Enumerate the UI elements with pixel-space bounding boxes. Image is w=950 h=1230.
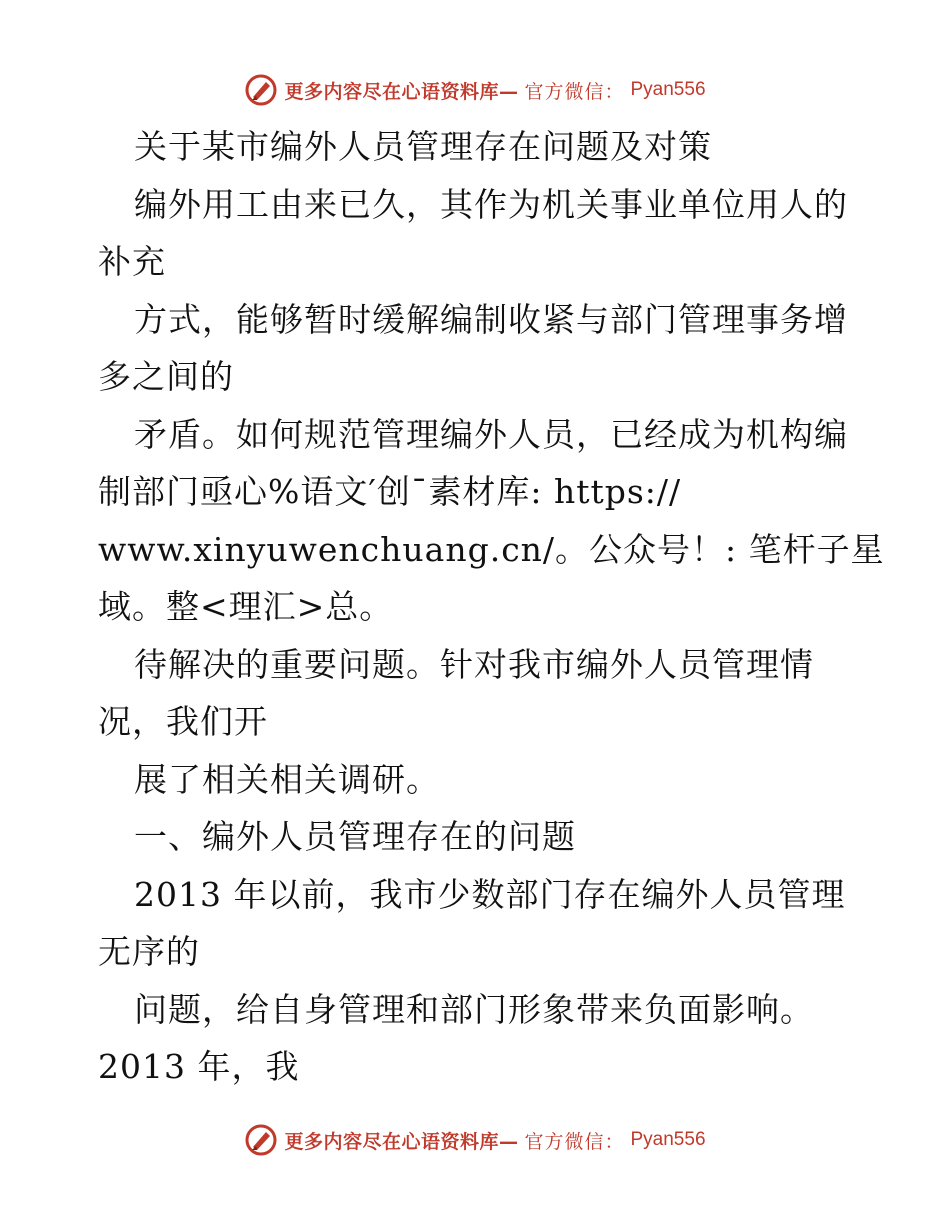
pen-logo-icon (244, 1123, 278, 1157)
document-body (98, 118, 885, 1096)
doc-line: 况，我们开 (98, 702, 268, 741)
brand-text: 更多内容尽在心语资料库— (284, 1130, 519, 1153)
section-heading: 一、编外人员管理存在的问题 (134, 817, 576, 856)
doc-line: 多之间的 (98, 357, 234, 396)
doc-line: www.xinyuwenchuang.cn/。公众号！: 笔杆子星 (98, 529, 885, 569)
doc-line: 制部门亟心%语文′创¯素材库: https:// (98, 472, 682, 511)
wechat-id: Pyan556 (630, 79, 706, 100)
doc-line: 问题，给自身管理和部门形象带来负面影响。 (134, 989, 814, 1029)
pen-logo-icon (244, 73, 278, 107)
doc-title: 关于某市编外人员管理存在问题及对策 (134, 127, 712, 166)
doc-line: 展了相关相关调研。 (134, 759, 440, 799)
doc-line: 无序的 (98, 932, 200, 971)
doc-line: 方式，能够暂时缓解编制收紧与部门管理事务增 (134, 299, 848, 339)
brand-text: 更多内容尽在心语资料库— (284, 80, 519, 103)
doc-line: 待解决的重要问题。针对我市编外人员管理情 (134, 644, 814, 684)
doc-line: 域。整<理汇>总。 (98, 587, 394, 626)
header-watermark (0, 70, 950, 110)
doc-line: 编外用工由来已久，其作为机关事业单位用人的 (134, 184, 848, 224)
doc-line: 2013 年以前，我市少数部门存在编外人员管理 (134, 874, 846, 914)
doc-line: 补充 (98, 242, 166, 281)
wechat-label: 官方微信： (524, 1130, 625, 1153)
doc-line: 矛盾。如何规范管理编外人员，已经成为机构编 (134, 414, 848, 454)
footer-watermark (0, 1120, 950, 1160)
doc-line: 2013 年，我 (98, 1047, 300, 1086)
wechat-id: Pyan556 (630, 1129, 706, 1150)
wechat-label: 官方微信： (524, 80, 625, 103)
